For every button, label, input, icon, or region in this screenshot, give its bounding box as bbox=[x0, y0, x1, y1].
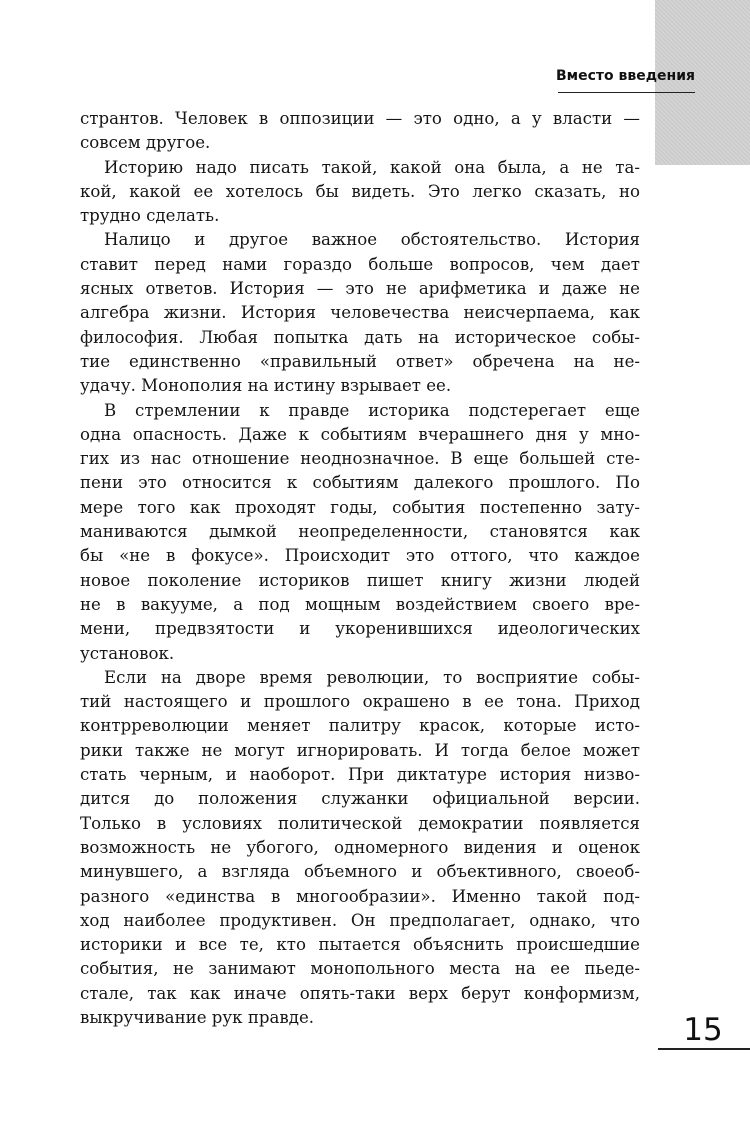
text-line: дится до положения служанки официальной версии. bbox=[80, 789, 640, 809]
text-line: удачу. Монополия на истину взрывает ее. bbox=[80, 376, 452, 396]
text-line: Историю надо писать такой, какой она была, а не та- bbox=[104, 157, 640, 177]
text-line: философия. Любая попытка дать на историческое собы- bbox=[80, 327, 640, 347]
text-line: пени это относится к событиям далекого прошлого. По bbox=[80, 473, 640, 493]
body-text bbox=[80, 107, 640, 1030]
paragraph bbox=[80, 156, 640, 229]
text-line: установок. bbox=[80, 643, 175, 663]
section-header: Вместо введения bbox=[555, 68, 695, 84]
text-line: совсем другое. bbox=[80, 133, 211, 153]
text-line: В стремлении к правде историка подстерегает еще bbox=[104, 400, 640, 420]
text-line: рики также не могут игнорировать. И тогда белое может bbox=[80, 740, 640, 760]
text-line: минувшего, а взгляда объемного и объективного, своеоб- bbox=[80, 862, 640, 882]
text-line: историки и все те, кто пытается объяснить происшедшие bbox=[80, 935, 640, 955]
text-line: бы «не в фокусе». Происходит это оттого, что каждое bbox=[80, 546, 640, 566]
text-line: тие единственно «правильный ответ» обречена на не- bbox=[80, 351, 640, 371]
text-line: стале, так как иначе опять-таки верх берут конформизм, bbox=[80, 983, 640, 1003]
text-line: мени, предвзятости и укоренившихся идеологических bbox=[80, 619, 640, 639]
text-line: алгебра жизни. История человечества неисчерпаема, как bbox=[80, 303, 640, 323]
page-number: 15 bbox=[683, 1012, 723, 1048]
text-line: кой, какой ее хотелось бы видеть. Это легко сказать, но bbox=[80, 181, 640, 201]
text-line: странтов. Человек в оппозиции — это одно, а у власти — bbox=[80, 109, 640, 128]
text-line: возможность не убогого, одномерного видения и оценок bbox=[80, 837, 640, 857]
text-line: одна опасность. Даже к событиям вчерашнего дня у мно- bbox=[80, 424, 640, 444]
paragraph bbox=[80, 107, 640, 156]
text-line: мере того как проходят годы, события постепенно зату- bbox=[80, 497, 640, 517]
text-line: разного «единства в многообразии». Именно такой под- bbox=[80, 886, 640, 906]
text-line: Налицо и другое важное обстоятельство. История bbox=[104, 230, 640, 250]
text-line: ход наиболее продуктивен. Он предполагает, однако, что bbox=[80, 910, 640, 930]
text-line: Если на дворе время революции, то восприятие собы- bbox=[104, 667, 640, 687]
text-line: Только в условиях политической демократии появляется bbox=[80, 813, 640, 833]
text-line: выкручивание рук правде. bbox=[80, 1007, 315, 1027]
text-line: тий настоящего и прошлого окрашено в ее тона. Приход bbox=[80, 692, 640, 712]
paragraph bbox=[80, 228, 640, 398]
text-line: ставит перед нами гораздо больше вопросов, чем дает bbox=[80, 254, 640, 274]
text-line: ясных ответов. История — это не арифметика и даже не bbox=[80, 279, 640, 299]
text-line: не в вакууме, а под мощным воздействием своего вре- bbox=[80, 594, 640, 614]
text-line: стать черным, и наоборот. При диктатуре история низво- bbox=[80, 765, 640, 785]
text-line: контрреволюции меняет палитру красок, которые исто- bbox=[80, 716, 640, 736]
text-line: события, не занимают монопольного места на ее пьеде- bbox=[80, 959, 640, 979]
page-number-rule bbox=[658, 1048, 750, 1050]
text-line: трудно сделать. bbox=[80, 206, 220, 226]
text-line: маниваются дымкой неопределенности, становятся как bbox=[80, 522, 640, 542]
header-rule bbox=[558, 92, 695, 93]
text-line: гих из нас отношение неоднозначное. В еще большей сте- bbox=[80, 449, 640, 469]
paragraph bbox=[80, 399, 640, 666]
text-line: новое поколение историков пишет книгу жизни людей bbox=[80, 570, 640, 590]
paragraph bbox=[80, 666, 640, 1030]
